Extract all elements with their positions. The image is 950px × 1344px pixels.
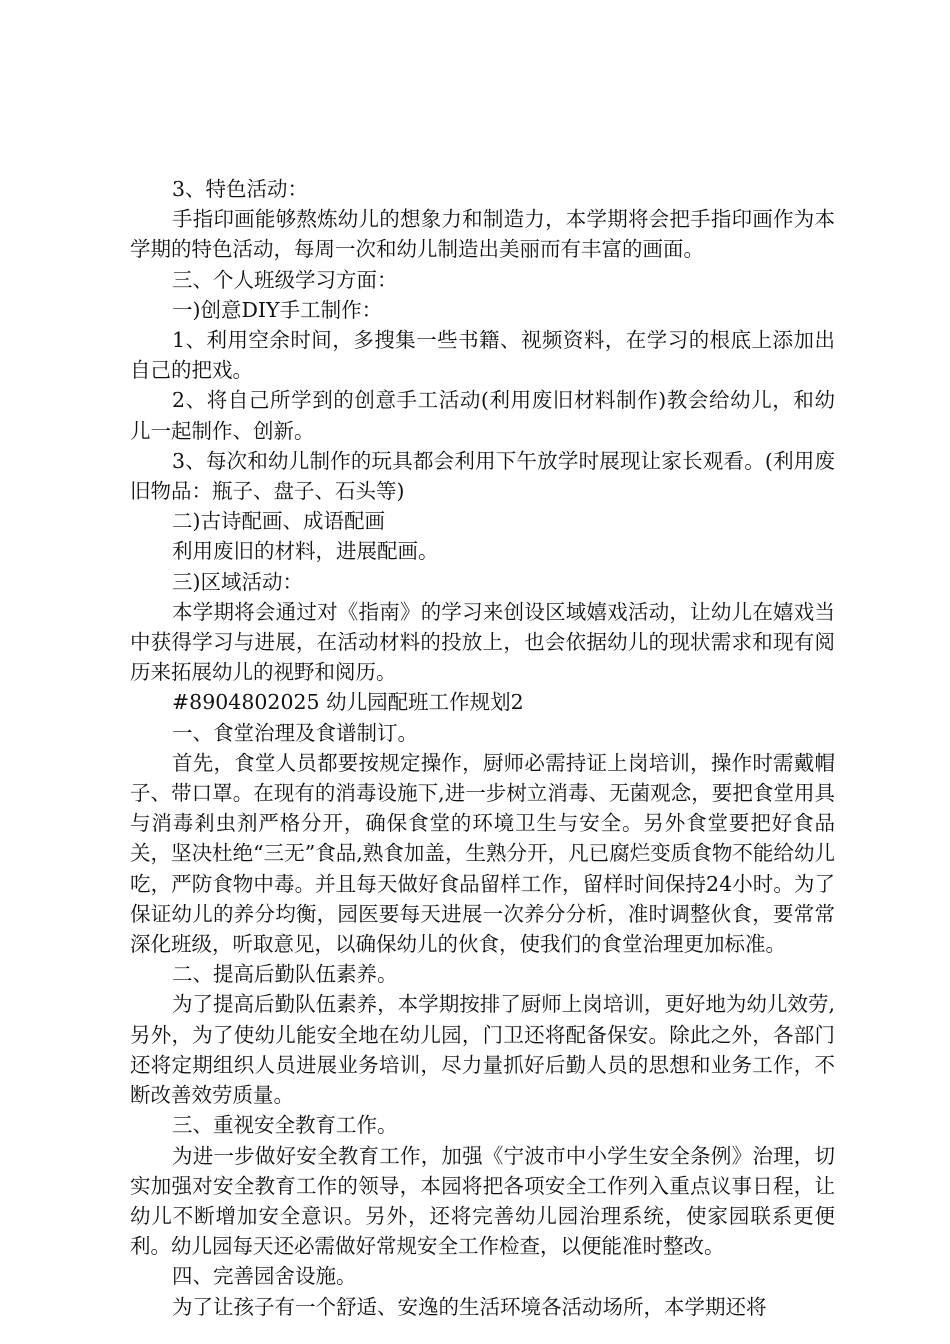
paragraph: 一)创意DIY手工制作： [172, 297, 383, 322]
paragraph: 三、个人班级学习方面： [172, 267, 398, 292]
paragraph: 二、提高后勤队伍素养。 [172, 962, 398, 987]
document-body [130, 174, 835, 1322]
paragraph: 3、每次和幼儿制作的玩具都会利用下午放学时展现让家长观看。(利用废旧物品：瓶子、盘子、石头等) [130, 448, 835, 504]
paragraph: 2、将自己所学到的创意手工活动(利用废旧材料制作)教会给幼儿，和幼儿一起制作、创新。 [130, 388, 835, 443]
paragraph: 为了让孩子有一个舒适、安逸的生活环境各活动场所，本学期还将 [172, 1294, 767, 1319]
paragraph: 一、食堂治理及食谱制订。 [172, 720, 418, 745]
paragraph: 1、利用空余时间，多搜集一些书籍、视频资料，在学习的根底上添加出自己的把戏。 [130, 328, 835, 383]
paragraph: 3、特色活动： [172, 177, 309, 201]
paragraph: 三、重视安全教育工作。 [172, 1113, 398, 1138]
paragraph: 本学期将会通过对《指南》的学习来创设区域嬉戏活动，让幼儿在嬉戏当中获得学习与进展，在活动材料的投放上，也会依据幼儿的现状需求和现有阅历来拓展幼儿的视野和阅历。 [130, 599, 835, 685]
paragraph: 四、完善园舍设施。 [172, 1264, 357, 1289]
paragraph: 手指印画能够熬炼幼儿的想象力和制造力，本学期将会把手指印画作为本学期的特色活动，每周一次和幼儿制造出美丽而有丰富的画面。 [130, 207, 835, 262]
paragraph: 首先，食堂人员都要按规定操作，厨师必需持证上岗培训，操作时需戴帽子、带口罩。在现有的消毒设施下,进一步树立消毒、无菌观念，要把食堂用具与消毒剎虫剂严格分开，确保食堂的环境卫生与安全。另外食堂要把好食品关，坚决杜绝“三无”食品,熟食加盖，生熟分开，凡已腐烂变质食物不能给幼儿吃，严防食物中毒。并且每天做好食品留样工作，留样时间保持24小时。为了保证幼儿的养分均衡，园医要每天进展一次养分分析，准时调整伙食，要常常深化班级，听取意见，以确保幼儿的伙食，使我们的食堂治理更加标准。 [130, 750, 835, 957]
paragraph: 为了提高后勤队伍素养，本学期按排了厨师上岗培训，更好地为幼儿效劳,另外，为了使幼儿能安全地在幼儿园，门卫还将配备保安。除此之外，各部门还将定期组织人员进展业务培训，尽力量抓好后勤人员的思想和业务工作，不断改善效劳质量。 [130, 992, 835, 1108]
paragraph: 二)古诗配画、成语配画 [172, 509, 385, 534]
paragraph: #8904802025 幼儿园配班工作规划2 [172, 690, 524, 715]
paragraph: 利用废旧的材料，进展配画。 [172, 539, 439, 564]
paragraph: 三)区域活动： [172, 569, 303, 594]
paragraph: 为进一步做好安全教育工作，加强《宁波市中小学生安全条例》治理，切实加强对安全教育工作的领导，本园将把各项安全工作列入重点议事日程，让幼儿不断增加安全意识。另外，还将完善幼儿园治理系统，使家园联系更便利。幼儿园每天还必需做好常规安全工作检查，以便能准时整改。 [130, 1143, 835, 1259]
